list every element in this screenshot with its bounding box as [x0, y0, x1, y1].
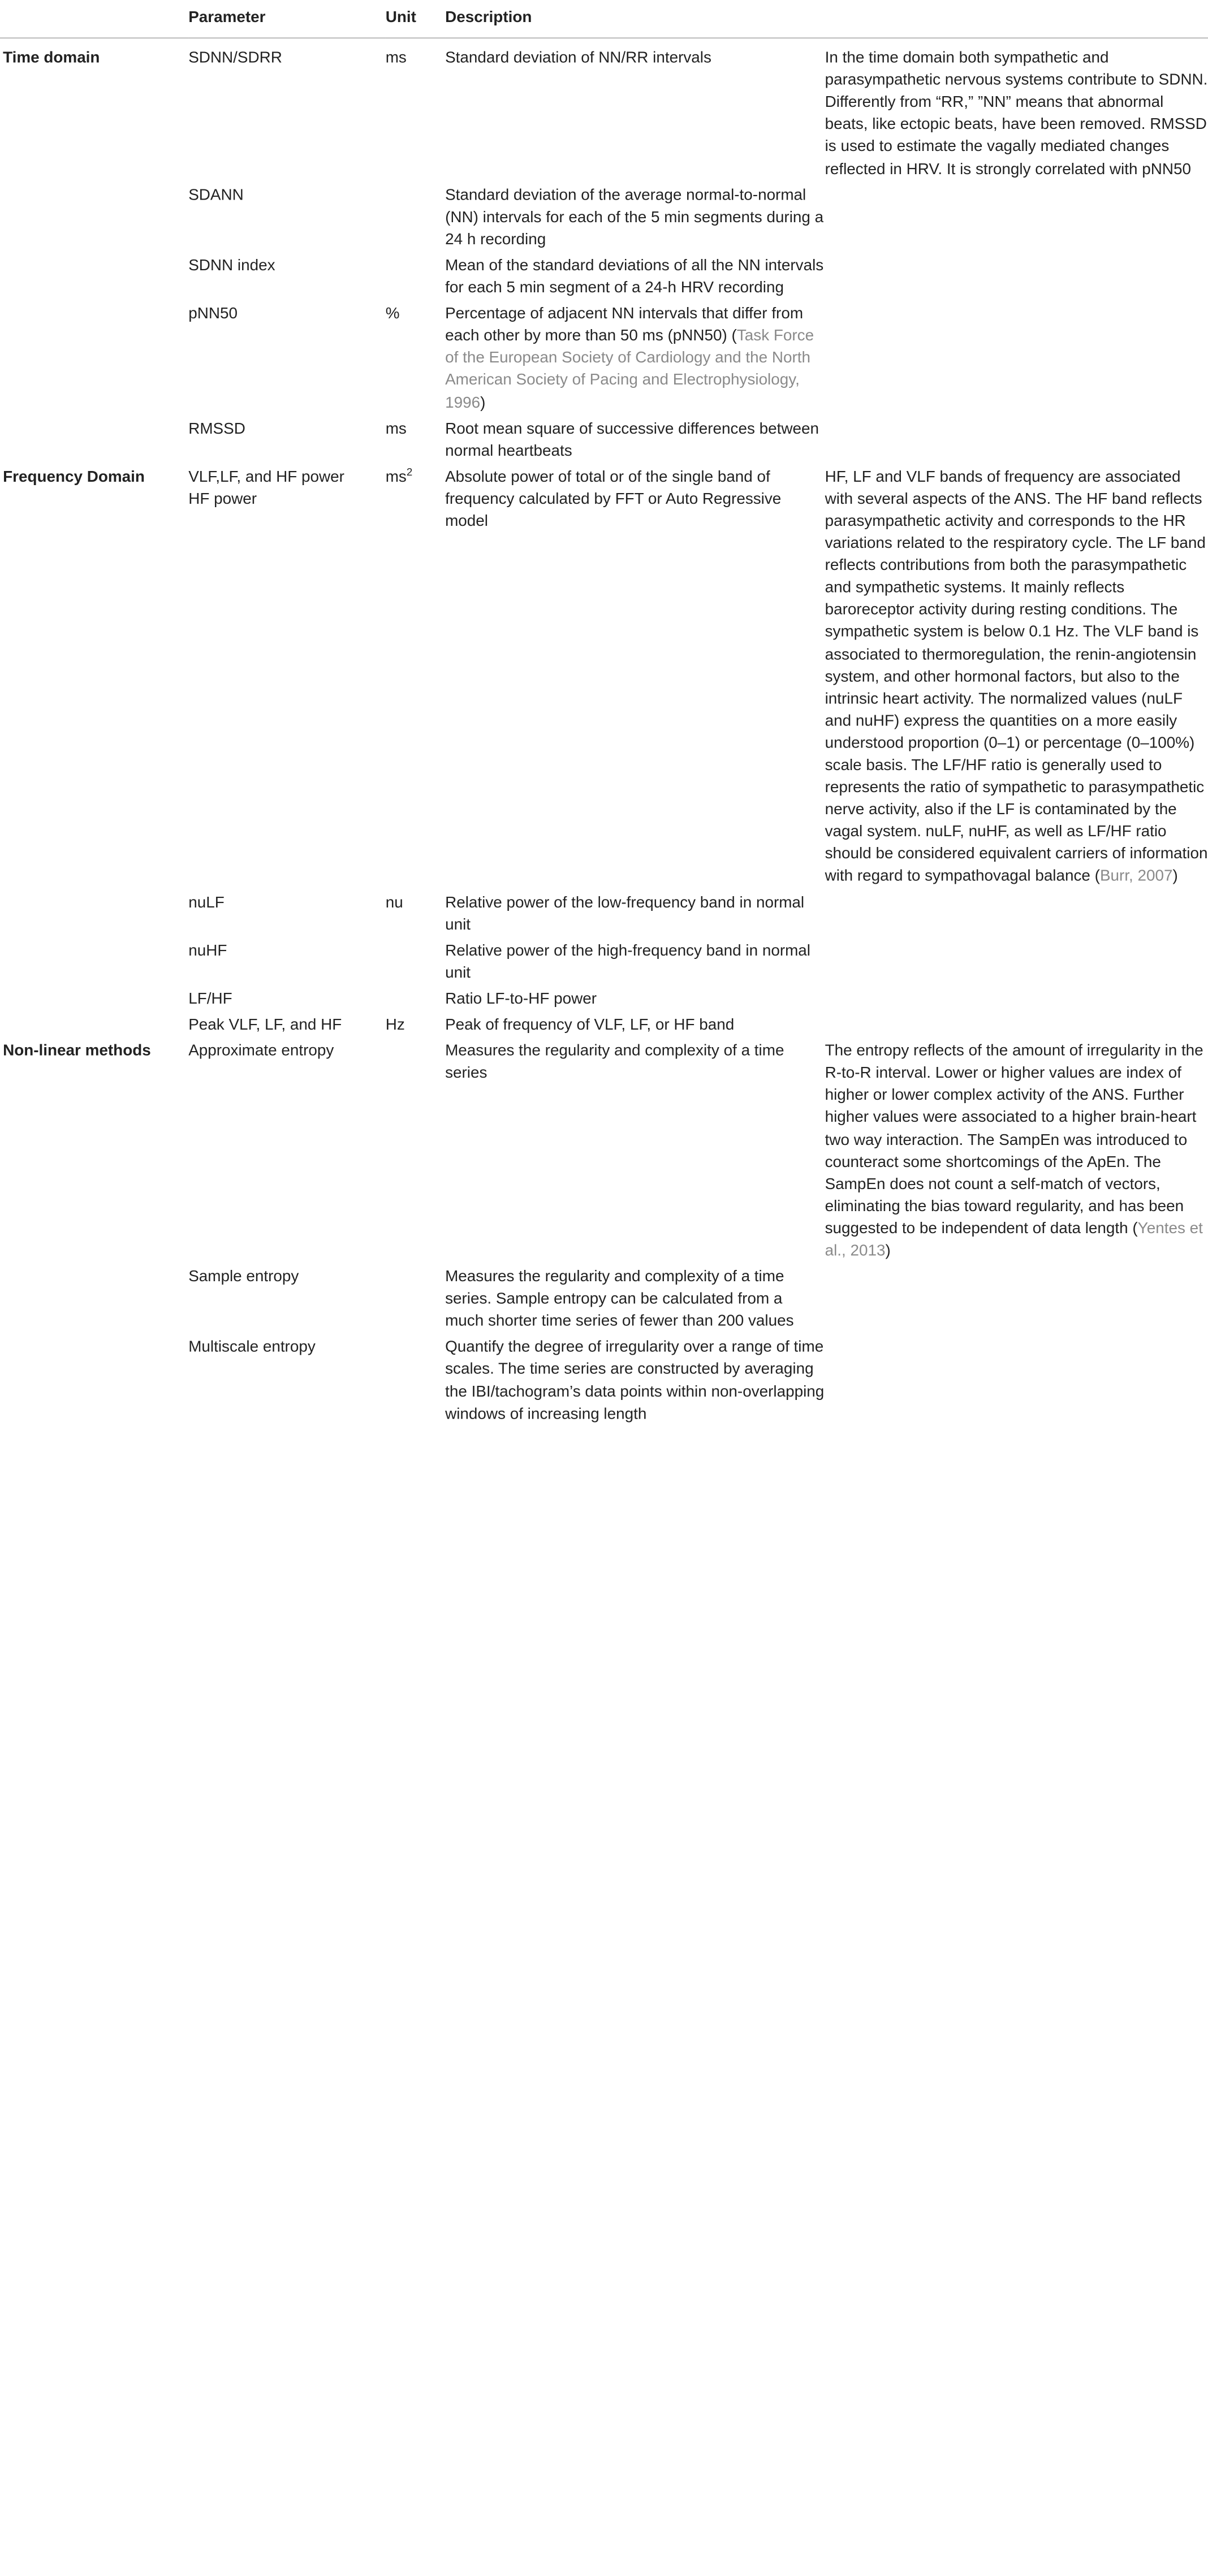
notes-text: In the time domain both sympathetic and parasympathetic nervous systems contribute to SDNN. Differently from “RR,” ”NN” means that abnormal beats, like ectopic beats, have been removed. RMSSD is used to estimate the vagally mediated changes reflected in HRV. It is strongly correlated with pNN50	[825, 49, 1208, 178]
description-cell	[445, 184, 825, 255]
parameter-cell: LF/HF	[188, 989, 232, 1008]
description-text: Root mean square of successive differences between normal heartbeats	[445, 420, 819, 460]
notes-cell	[825, 988, 1208, 1014]
parameter-line: HF power	[188, 490, 257, 508]
table-row	[0, 1014, 1208, 1040]
table-row	[0, 184, 1208, 255]
description-text: Relative power of the high-frequency band in normal unit	[445, 941, 811, 982]
category-cell	[0, 988, 188, 1014]
citation-link: Task Force of the European Society of Cardiology and the North American Society of Pacing and Electrophysiology, 1996	[445, 327, 814, 411]
unit-cell	[386, 38, 445, 184]
description-text: Peak of frequency of VLF, LF, or HF band	[445, 1016, 735, 1034]
parameter-cell	[188, 466, 386, 892]
unit-cell	[386, 303, 445, 418]
unit-cell	[386, 418, 445, 466]
unit-cell	[386, 1040, 445, 1266]
table-row	[0, 418, 1208, 466]
unit-cell	[386, 1014, 445, 1040]
category-cell	[0, 1266, 188, 1337]
parameter-cell: SDNN index	[188, 256, 275, 274]
table-row	[0, 303, 1208, 418]
description-text: Percentage of adjacent NN intervals that differ from each other by more than 50 ms (pNN50) (	[445, 305, 804, 345]
parameter-cell: pNN50	[188, 305, 238, 322]
category-cell: Non-linear methods	[3, 1042, 151, 1060]
category-cell	[0, 1014, 188, 1040]
parameter-cell: Approximate entropy	[188, 1042, 334, 1060]
header-description: Description	[445, 7, 825, 38]
notes-cell	[825, 38, 1208, 184]
notes-cell	[825, 940, 1208, 988]
table-row	[0, 254, 1208, 302]
description-cell	[445, 1040, 825, 1266]
notes-text: The entropy reflects of the amount of irregularity in the R-to-R interval. Lower or higher values are index of higher or lower complex activity of the ANS. Further higher values were associated to a higher brain-heart two way interaction. The SampEn was introduced to counteract some shortcomings of the ApEn. The SampEn does not count a self-match of vectors, eliminating the bias toward regularity, and has been suggested to be independent of data length (	[825, 1042, 1203, 1237]
header-parameter: Parameter	[188, 7, 386, 38]
unit-text: nu	[385, 893, 403, 911]
header-row	[0, 7, 1208, 38]
category-cell: Time domain	[3, 49, 100, 67]
category-cell	[0, 1337, 188, 1429]
notes-cell	[825, 184, 1208, 255]
table-row	[0, 892, 1208, 940]
unit-cell	[386, 940, 445, 988]
unit-text: ms	[385, 468, 407, 486]
notes-text-end: )	[885, 1242, 891, 1260]
table-row	[0, 466, 1208, 892]
notes-cell	[825, 466, 1208, 892]
table-row	[0, 1266, 1208, 1337]
table-body	[0, 38, 1208, 1429]
parameter-line: VLF,LF, and HF power	[188, 468, 344, 486]
table-row	[0, 940, 1208, 988]
description-cell	[445, 254, 825, 302]
description-text: Measures the regularity and complexity of a time series	[445, 1042, 784, 1082]
parameter-cell: SDANN	[188, 186, 244, 204]
table-row	[0, 1040, 1208, 1266]
unit-cell	[386, 988, 445, 1014]
category-cell	[0, 418, 188, 466]
description-cell	[445, 988, 825, 1014]
header-unit: Unit	[386, 7, 445, 38]
description-cell	[445, 892, 825, 940]
description-cell	[445, 1014, 825, 1040]
description-cell	[445, 940, 825, 988]
category-cell	[0, 892, 188, 940]
parameter-cell: nuHF	[188, 941, 227, 959]
parameter-cell: Multiscale entropy	[188, 1338, 316, 1356]
unit-text: Hz	[385, 1016, 405, 1034]
notes-cell	[825, 254, 1208, 302]
table-row	[0, 988, 1208, 1014]
description-text: Measures the regularity and complexity of a time series. Sample entropy can be calculated from a much shorter time series of fewer than 200 values	[445, 1268, 794, 1330]
table-row	[0, 1337, 1208, 1429]
description-cell	[445, 303, 825, 418]
unit-cell	[386, 184, 445, 255]
category-cell	[0, 303, 188, 418]
description-text: Quantify the degree of irregularity over a range of time scales. The time series are constructed by averaging the IBI/tachogram’s data points within non-overlapping windows of increasing length	[445, 1338, 825, 1423]
description-text: Mean of the standard deviations of all the NN intervals for each 5 min segment of a 24-h HRV recording	[445, 256, 824, 296]
citation-link: Burr, 2007	[1099, 867, 1173, 885]
category-cell	[0, 940, 188, 988]
description-cell	[445, 1266, 825, 1337]
parameter-cell: RMSSD	[188, 420, 245, 437]
description-text: Ratio LF-to-HF power	[445, 989, 597, 1008]
notes-cell	[825, 1014, 1208, 1040]
description-text: Relative power of the low-frequency band in normal unit	[445, 893, 805, 933]
citation-link: Yentes et al., 2013	[825, 1220, 1203, 1260]
category-cell	[0, 254, 188, 302]
table-header	[0, 7, 1208, 38]
description-text: Absolute power of total or of the single band of frequency calculated by FFT or Auto Regressive model	[445, 468, 782, 530]
hrv-parameters-table	[0, 7, 1208, 1429]
header-notes	[825, 7, 1208, 38]
notes-cell	[825, 303, 1208, 418]
parameter-cell: Sample entropy	[188, 1268, 299, 1286]
header-category	[0, 7, 188, 38]
notes-cell	[825, 1337, 1208, 1429]
description-cell	[445, 1337, 825, 1429]
notes-cell	[825, 1266, 1208, 1337]
notes-cell	[825, 892, 1208, 940]
notes-cell	[825, 418, 1208, 466]
category-cell: Frequency Domain	[3, 468, 145, 486]
description-text-end: )	[480, 394, 486, 411]
parameter-cell: nuLF	[188, 893, 225, 911]
category-cell	[0, 184, 188, 255]
unit-cell	[386, 254, 445, 302]
description-cell	[445, 466, 825, 892]
unit-cell	[386, 892, 445, 940]
unit-cell	[386, 466, 445, 892]
unit-text: ms	[385, 420, 407, 437]
unit-cell	[386, 1266, 445, 1337]
description-text: Standard deviation of NN/RR intervals	[445, 49, 711, 67]
page	[0, 7, 1208, 2576]
description-cell	[445, 418, 825, 466]
unit-text: %	[385, 305, 400, 322]
parameter-cell: SDNN/SDRR	[188, 49, 282, 67]
unit-superscript: 2	[406, 466, 413, 478]
parameter-cell: Peak VLF, LF, and HF	[188, 1016, 342, 1034]
notes-text-end: )	[1172, 867, 1178, 885]
unit-cell	[386, 1337, 445, 1429]
table-row	[0, 38, 1208, 184]
notes-text: HF, LF and VLF bands of frequency are associated with several aspects of the ANS. The HF band reflects parasympathetic activity and corresponds to the HR variations related to the respiratory cycle. The LF band reflects contributions from both the parasympathetic and sympathetic systems. It mainly reflects baroreceptor activity during resting conditions. The sympathetic system is below 0.1 Hz. The VLF band is associated to thermoregulation, the renin-angiotensin system, and other hormonal factors, but also to the intrinsic heart activity. The normalized values (nuLF and nuHF) express the quantities on a more easily understood proportion (0–1) or percentage (0–100%) scale basis. The LF/HF ratio is generally used to represents the ratio of sympathetic to parasympathetic nerve activity, also if the LF is contaminated by the vagal system. nuLF, nuHF, as well as LF/HF ratio should be considered equivalent carriers of information with regard to sympathovagal balance (	[825, 468, 1208, 885]
description-cell	[445, 38, 825, 184]
notes-cell	[825, 1040, 1208, 1266]
description-text: Standard deviation of the average normal-to-normal (NN) intervals for each of the 5 min segments during a 24 h recording	[445, 186, 824, 248]
unit-text: ms	[385, 49, 407, 67]
